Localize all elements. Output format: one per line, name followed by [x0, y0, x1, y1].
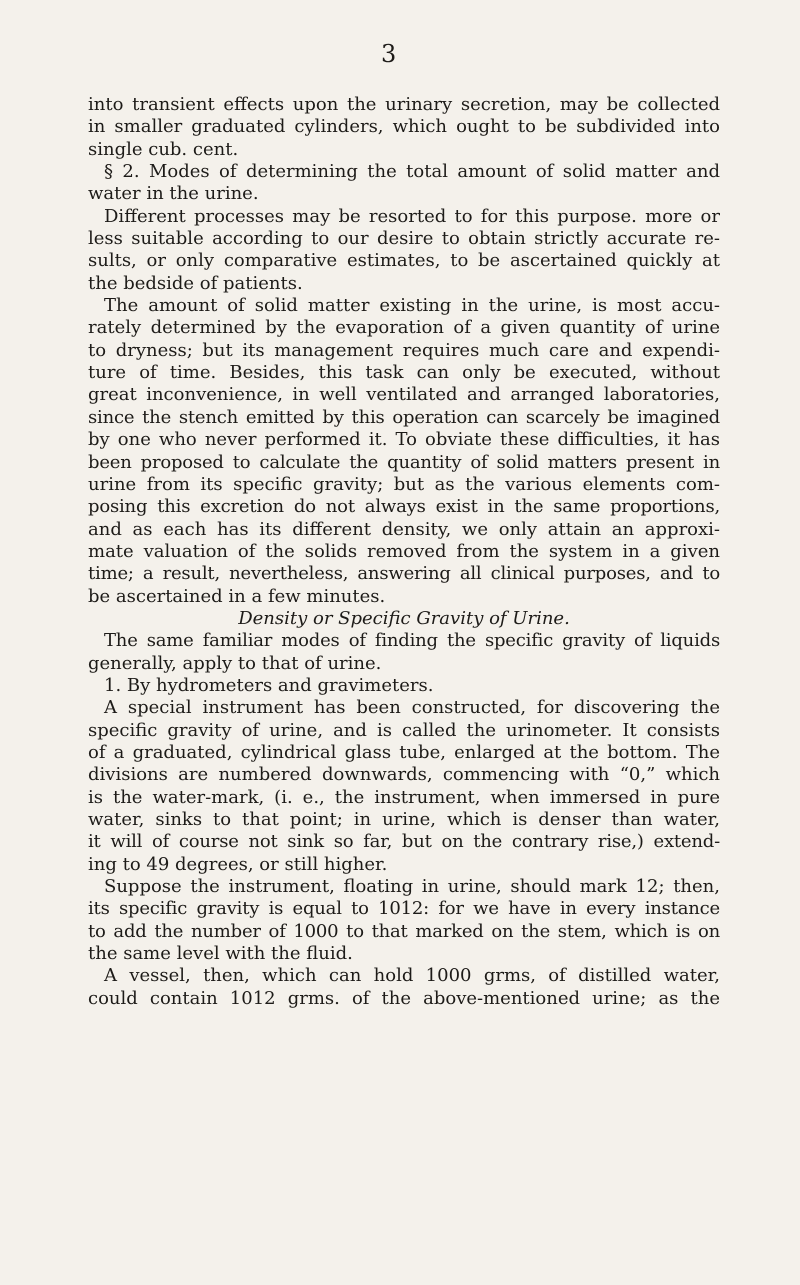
text-line: the same level with the fluid. [88, 943, 353, 965]
text-line: posing this excretion do not always exist in the same proportions, [88, 496, 720, 518]
text-line: and as each has its different density, we only attain an approxi- [88, 518, 720, 540]
text-line: by one who never performed it. To obviate these difficulties, it has [88, 429, 720, 451]
text-line: urine from its specific gravity; but as the various elements com- [88, 473, 720, 495]
text-line: § 2. Modes of determining the total amount of solid matter and [104, 161, 720, 183]
text-line: Suppose the instrument, floating in urine, should mark 12; then, [104, 876, 720, 898]
paragraph-1 [88, 94, 720, 161]
text-line: rately determined by the evaporation of a given quantity of urine [88, 317, 720, 339]
text-line: time; a result, nevertheless, answering all clinical purposes, and to [88, 563, 720, 585]
text-line: ture of time. Besides, this task can only be executed, without [88, 362, 720, 384]
text-line: since the stench emitted by this operation can scarcely be imagined [88, 406, 720, 428]
text-line: A vessel, then, which can hold 1000 grms, of distilled water, [104, 965, 720, 987]
text-line: less suitable according to our desire to obtain strictly accurate re- [88, 228, 720, 250]
paragraph-3 [88, 206, 720, 295]
paragraph-2 [88, 161, 720, 206]
text-line: A special instrument has been constructed, for discovering the [104, 697, 720, 719]
text-line: be ascertained in a few minutes. [88, 585, 386, 607]
text-line: The same familiar modes of finding the specific gravity of liquids [104, 630, 720, 652]
text-line: in smaller graduated cylinders, which ought to be subdivided into [88, 116, 720, 138]
text-line: the bedside of patients. [88, 272, 303, 294]
paragraph-5 [88, 630, 720, 675]
paragraph-6 [88, 675, 720, 697]
text-line: water, sinks to that point; in urine, which is denser than water, [88, 809, 720, 830]
text-line: of a graduated, cylindrical glass tube, enlarged at the bottom. The [88, 741, 720, 763]
text-line: 1. By hydrometers and gravimeters. [104, 674, 434, 696]
text-line: generally, apply to that of urine. [88, 652, 382, 674]
paragraph-4 [88, 295, 720, 608]
text-line: to dryness; but its management requires much care and expendi- [88, 339, 720, 361]
text-line: been proposed to calculate the quantity of solid matters present in [88, 451, 720, 473]
section-heading-text: Density or Specific Gravity of Urine. [238, 607, 570, 629]
paragraph-7 [88, 697, 720, 876]
section-heading [88, 608, 720, 630]
paragraph-8 [88, 876, 720, 965]
text-line: water in the urine. [88, 183, 259, 205]
text-line: is the water-mark, (i. e., the instrument, when immersed in pure [88, 786, 720, 808]
body-text [88, 94, 720, 1010]
text-line: ing to 49 degrees, or still higher. [88, 853, 388, 875]
text-line: into transient effects upon the urinary secretion, may be collected [88, 94, 720, 115]
text-line: mate valuation of the solids removed from the system in a given [88, 540, 720, 562]
text-line: it will of course not sink so far, but on the contrary rise,) extend- [88, 831, 720, 853]
text-line: could contain 1012 grms. of the above-mentioned urine; as the [88, 987, 720, 1009]
text-line: to add the number of 1000 to that marked on the stem, which is on [88, 920, 720, 942]
text-line: sults, or only comparative estimates, to be ascertained quickly at [88, 250, 720, 272]
text-line: divisions are numbered downwards, commencing with “0,” which [88, 764, 720, 786]
text-line: single cub. cent. [88, 138, 239, 160]
text-line: The amount of solid matter existing in the urine, is most accu- [104, 295, 720, 317]
text-line: its specific gravity is equal to 1012: for we have in every instance [88, 898, 720, 920]
text-line: great inconvenience, in well ventilated and arranged laboratories, [88, 384, 720, 406]
text-line: specific gravity of urine, and is called the urinometer. It consists [88, 719, 720, 741]
text-line: Different processes may be resorted to for this purpose. more or [104, 205, 720, 227]
page-number: 3 [381, 40, 397, 68]
paragraph-9 [88, 965, 720, 1010]
